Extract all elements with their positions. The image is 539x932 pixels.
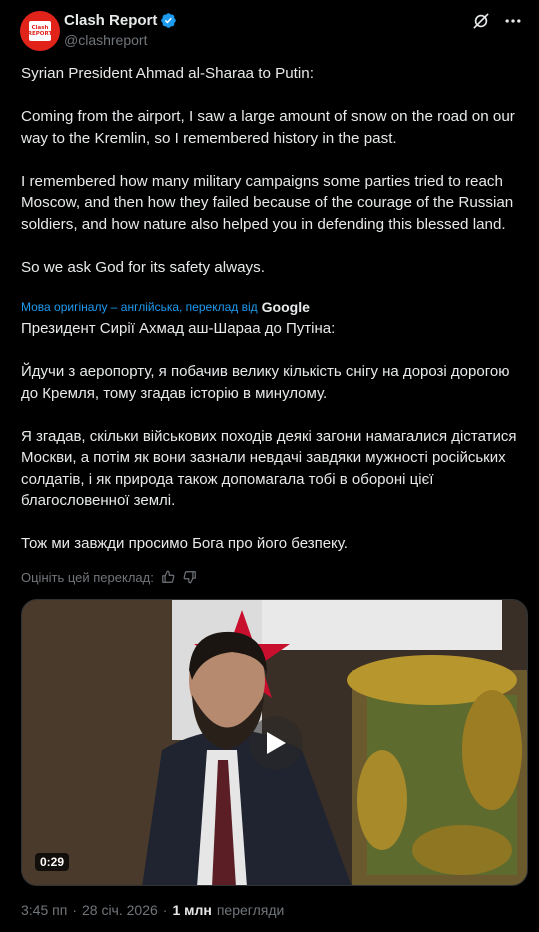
- translated-text: Президент Сирії Ахмад аш-Шараа до Путіна: Йдучи з аеропорту, я побачив велику кількість снігу на дорозі дорогою до Кремля, тому згадав історію в минулому. Я згадав, скільки військових походів деякі загони намагалися дістатися Москви, а потім як вони зазнали невдачі завдяки мужності російських солдатів, і як природа також допомагала тобі в обороні цієї благословенної землі. Тож ми завжди просимо Бога про його безпеку.: [21, 320, 517, 552]
- avatar-logo-text-1: Clash: [31, 25, 49, 31]
- play-button[interactable]: [249, 716, 303, 770]
- meta-separator: ·: [162, 902, 168, 918]
- avatar-logo: [29, 21, 51, 41]
- tweet-text: Syrian President Ahmad al-Sharaa to Putin: Coming from the airport, I saw a large amount of snow on the road on our way to the Kremlin, so I remembered history in the past. I remembered how many military campaigns some parties tried to reach Moscow, and then how they failed because of the courage of the Russian soldiers, and how nature also helped you in defending this blessed land. So we ask God for its safety always.: [21, 65, 515, 276]
- author-display-name[interactable]: Clash Report: [64, 12, 158, 29]
- thumb-down-icon[interactable]: [182, 569, 198, 585]
- tweet-time[interactable]: 3:45 пп: [21, 902, 68, 918]
- google-logo-text: Google: [261, 299, 310, 315]
- video-player[interactable]: [21, 599, 528, 886]
- header-actions: [471, 11, 523, 31]
- tweet-header: [20, 11, 523, 51]
- author-handle[interactable]: @clashreport: [64, 32, 148, 48]
- views-label: перегляди: [216, 902, 285, 918]
- more-icon[interactable]: [503, 11, 523, 31]
- tweet-meta: [21, 902, 284, 918]
- verified-badge-icon: [160, 12, 177, 29]
- grok-icon[interactable]: [471, 11, 491, 31]
- play-icon: [265, 731, 287, 755]
- rate-translation-row: [21, 569, 198, 585]
- author-name-row[interactable]: [64, 12, 177, 29]
- views-count: 1 млн: [172, 902, 212, 918]
- thumb-up-icon[interactable]: [160, 569, 176, 585]
- translation-note: [21, 299, 310, 315]
- meta-separator: ·: [72, 902, 77, 918]
- translation-note-text[interactable]: Мова оригіналу – англійська, переклад від: [21, 300, 258, 314]
- rate-translation-label: Оцініть цей переклад:: [21, 569, 154, 585]
- tweet-date[interactable]: 28 січ. 2026: [81, 902, 158, 918]
- avatar[interactable]: [20, 11, 60, 51]
- avatar-logo-text-2: REPORT: [27, 31, 53, 37]
- video-duration: 0:29: [35, 853, 69, 871]
